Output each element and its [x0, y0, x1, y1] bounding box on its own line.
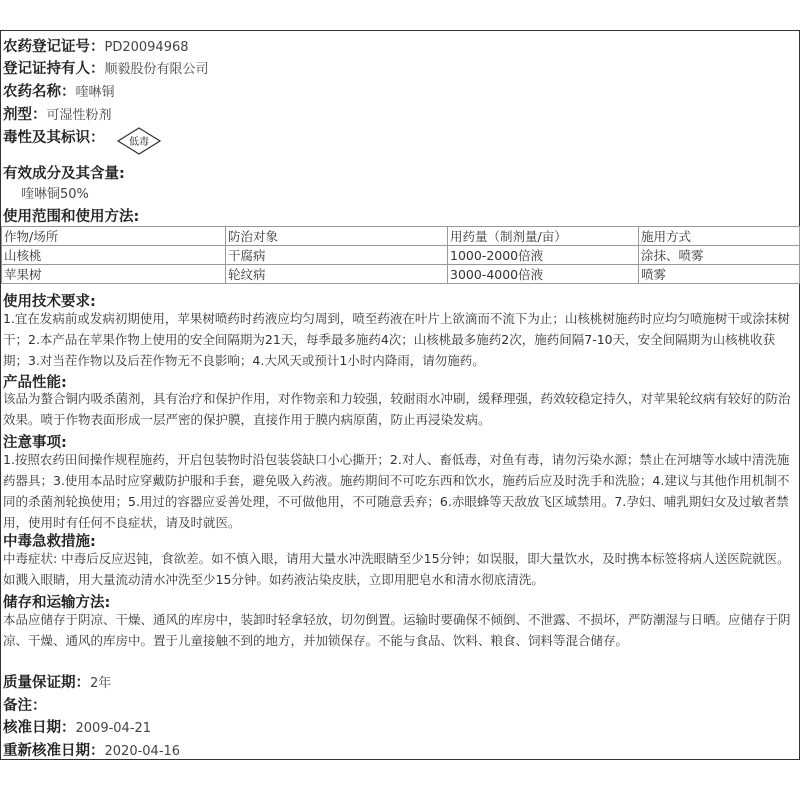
table-cell: 干腐病	[226, 246, 448, 265]
precautions-heading: 注意事项:	[3, 435, 67, 451]
toxicity-label: 毒性及其标识：	[3, 130, 105, 146]
registration-value: PD20094968	[104, 40, 189, 55]
precautions-text: 1.按照农药田间操作规程施药，开启包装物时沿包装袋缺口小心撕开；2.对人、畜低毒，对鱼有毒，请勿污染水源；禁止在河塘等水域中清洗施药器具；3.使用本品时应穿戴防护服和手套，避免吸入药液。施药期间不可吃东西和饮水，施药后应及时洗手和洗脸；4.建议与其他作用机制不同的杀菌剂轮换使用；5.用过的容器应妥善处理，不可做他用，不可随意丢弃；6.赤眼蜂等天敌放飞区域禁用。7.孕妇、哺乳期妇女及过敏者禁用，使用时有任何不良症状，请及时就医。	[3, 452, 790, 530]
shelf-life-row	[3, 671, 797, 692]
technique-heading: 使用技术要求:	[3, 294, 96, 310]
diamond-icon	[117, 127, 161, 155]
table-row	[2, 265, 800, 284]
first-aid-text: 中毒症状: 中毒后反应迟钝，食欲差。如不慎入眼，请用大量水冲洗眼睛至少15分钟；如误服，即大量饮水，及时携本标签将病人送医院就医。如溅入眼睛，用大量流动清水冲洗至少15分钟。如药液沾染皮肤，立即用肥皂水和清水彻底清洗。	[3, 551, 790, 587]
table-cell: 喷雾	[639, 265, 800, 284]
label-document	[0, 30, 800, 760]
badge-text: 低毒	[129, 137, 149, 148]
ingredients-value: 喹啉铜50%	[21, 187, 89, 202]
reapproval-date-label: 重新核准日期：	[3, 743, 105, 759]
formulation-row	[3, 103, 797, 124]
holder-value: 顺毅股份有限公司	[104, 62, 209, 77]
shelf-life-value: 2年	[90, 676, 112, 691]
table-cell: 1000-2000倍液	[448, 246, 639, 265]
low-toxicity-badge-icon	[117, 127, 161, 155]
remarks-row	[3, 694, 797, 715]
approval-date-value: 2009-04-21	[75, 721, 152, 736]
name-row	[3, 80, 797, 101]
table-cell: 轮纹病	[226, 265, 448, 284]
registration-label: 农药登记证号：	[3, 39, 105, 55]
formulation-value: 可湿性粉剂	[46, 108, 112, 123]
table-cell: 苹果树	[2, 265, 226, 284]
approval-date-label: 核准日期：	[3, 720, 76, 736]
header-cell: 作物/场所	[2, 227, 226, 246]
ingredients-value-row	[21, 183, 797, 202]
table-header-row	[2, 227, 800, 246]
table-row	[2, 246, 800, 265]
shelf-life-label: 质量保证期：	[3, 675, 90, 691]
reapproval-date-row	[3, 739, 797, 760]
performance-text: 该品为螯合铜内吸杀菌剂，具有治疗和保护作用，对作物亲和力较强，较耐雨水冲刷，缓释理强，药效较稳定持久，对苹果轮纹病有较好的防治效果。喷于作物表面形成一层严密的保护膜，直接作用于膜内病原菌，防止再浸染发病。	[3, 391, 791, 427]
storage-heading: 储存和运输方法:	[3, 595, 111, 611]
first-aid-heading: 中毒急救措施:	[3, 534, 96, 550]
ingredients-label-row	[3, 162, 797, 183]
holder-label: 登记证持有人：	[3, 61, 105, 77]
table-cell: 涂抹、喷雾	[639, 246, 800, 265]
name-label: 农药名称：	[3, 84, 76, 100]
usage-heading: 使用范围和使用方法:	[3, 209, 140, 225]
table-cell: 3000-4000倍液	[448, 265, 639, 284]
holder-row	[3, 57, 797, 78]
performance-heading: 产品性能:	[3, 375, 67, 391]
remarks-label: 备注：	[3, 698, 47, 714]
technique-text: 1.宜在发病前或发病初期使用，苹果树喷药时药液应均匀周到，喷至药液在叶片上欲滴而不流下为止；山核桃树施药时应均匀喷施树干或涂抹树干；2.本产品在苹果作物上使用的安全间隔期为21天，每季最多施药4次；山核桃最多施药2次，施药间隔7-10天，安全间隔期为山核桃收获期；3.对当茬作物以及后茬作物无不良影响；4.大风天或预计1小时内降雨，请勿施药。	[3, 311, 790, 368]
formulation-label: 剂型：	[3, 107, 47, 123]
header-cell: 防治对象	[226, 227, 448, 246]
registration-row	[3, 35, 797, 56]
table-cell: 山核桃	[2, 246, 226, 265]
reapproval-date-value: 2020-04-16	[104, 744, 181, 759]
approval-date-row	[3, 716, 797, 737]
ingredients-label: 有效成分及其含量:	[3, 166, 125, 182]
header-cell: 用药量（制剂量/亩）	[448, 227, 639, 246]
storage-text: 本品应储存于阴凉、干燥、通风的库房中，装卸时轻拿轻放，切勿倒置。运输时要确保不倾倒、不泄露、不损坏，严防潮湿与日晒。应储存于阴凉、干燥、通风的库房中。置于儿童接触不到的地方，并加锁保存。不能与食品、饮料、粮食、饲料等混合储存。	[3, 612, 791, 648]
header-cell: 施用方式	[639, 227, 800, 246]
usage-table	[1, 226, 800, 284]
name-value: 喹啉铜	[75, 85, 115, 100]
